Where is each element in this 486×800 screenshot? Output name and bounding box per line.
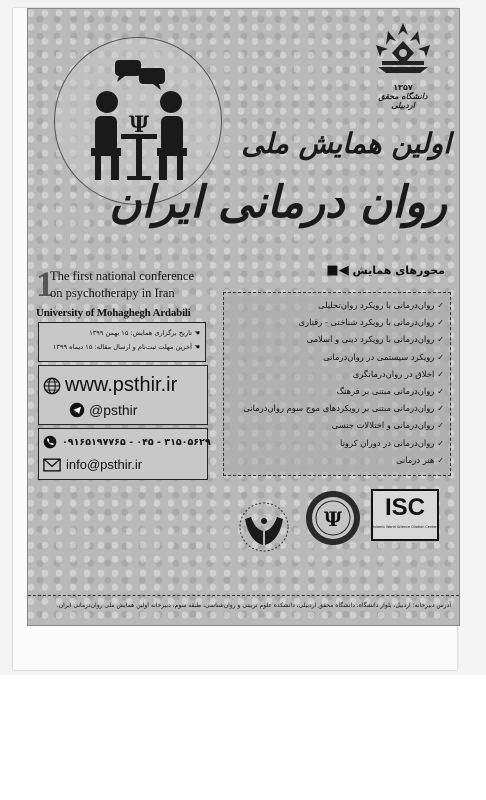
check-icon: ✓: [437, 455, 444, 465]
address-bar: [28, 595, 459, 617]
list-item: ✓روان‌درمانی در دوران کرونا: [340, 437, 444, 448]
isc-logo: [371, 489, 439, 541]
list-item: ✓روان‌درمانی با رویکرد روان‌تحلیلی: [317, 300, 444, 310]
topics-heading: [326, 263, 445, 278]
university-seal: [368, 21, 438, 110]
university-logo-icon: [368, 21, 438, 81]
website-link[interactable]: www.psthir.ir: [65, 374, 178, 396]
svg-text:Ψ: Ψ: [323, 507, 343, 531]
check-icon: ✓: [437, 318, 444, 328]
edition-number: 1: [36, 264, 54, 304]
check-icon: ✓: [437, 438, 444, 448]
conference-date: ☚ تاریخ برگزاری همایش: ۱۵ بهمن ۱۳۹۹: [89, 329, 200, 337]
list-item: ✓هنر درمانی: [395, 454, 444, 465]
check-icon: ✓: [437, 404, 444, 414]
isc-subtitle: Islamic World Science Citation Center: [373, 525, 437, 529]
email-row: [43, 457, 142, 472]
svg-text:Ψ: Ψ: [128, 112, 150, 138]
list-item: ✓روان‌درمانی مبتنی بر فرهنگ: [336, 386, 444, 397]
phone-icon: [43, 435, 57, 449]
telegram-icon: [69, 402, 85, 418]
dates-box: [38, 322, 206, 362]
title-line-2: روان درمانی ایران: [109, 177, 447, 228]
english-university-name: University of Mohaghegh Ardabili: [36, 307, 191, 319]
list-item: ✓روان‌درمانی با رویکرد دینی و اسلامی: [306, 334, 444, 345]
topics-list: [224, 297, 444, 469]
title-line-1: اولین همایش ملی: [241, 127, 451, 160]
list-item: ✓روان‌درمانی و اختلالات جنسی: [331, 420, 444, 431]
phone-row: [43, 435, 211, 449]
list-item: ✓رویکرد سیستمی در روان‌درمانی: [323, 351, 444, 362]
check-icon: ✓: [437, 301, 444, 310]
telegram-handle[interactable]: @psthir: [89, 402, 138, 418]
association-seal-icon: [304, 489, 362, 547]
check-icon: ✓: [437, 335, 444, 345]
check-icon: ✓: [437, 421, 444, 431]
seal-year: ۱۳۵۷: [393, 83, 413, 92]
check-icon: ✓: [437, 352, 444, 362]
english-title-line-1: The first national conference: [50, 269, 195, 283]
check-icon: ✓: [437, 369, 444, 379]
submission-deadline: ☚ آخرین مهلت ثبت‌نام و ارسال مقاله: ۱۵ دیماه ۱۳۹۹: [52, 343, 200, 351]
english-title-line-2: on psychotherapy in Iran: [50, 286, 175, 300]
telegram-row: [69, 402, 137, 418]
website-row: [43, 374, 177, 397]
topics-heading-text: محورهای همایش: [352, 264, 445, 277]
web-box: [38, 365, 208, 425]
address-text: آدرس دبیرخانه: اردبیل، بلوار دانشگاه، دانشگاه محقق اردبیلی، دانشکده علوم تربیتی و روان‌شناسی، طبقه سوم، دبیرخانه اولین همایش ملی روان‌درمانی ایران.: [56, 602, 451, 609]
bullet-icon: ☚: [191, 329, 200, 337]
contact-box: [38, 428, 211, 480]
email-link[interactable]: info@psthir.ir: [66, 457, 143, 472]
globe-icon: [43, 377, 61, 395]
association-seal: [304, 489, 362, 547]
check-icon: ✓: [437, 387, 444, 397]
seal-university-name: دانشگاه محقق اردبیلی: [378, 92, 428, 110]
list-item: ✓اخلاق در روان‌درمانگری: [352, 368, 444, 379]
topics-box: [223, 292, 451, 476]
isc-label: ISC: [384, 494, 425, 521]
bullet-icon: ☚: [191, 343, 200, 351]
poster: [27, 8, 460, 626]
list-item: ✓روان‌درمانی مبتنی بر رویکردهای موج سوم روان‌درمانی: [243, 403, 444, 414]
hands-logo-icon: [235, 501, 293, 553]
phone-numbers[interactable]: ۰۹۱۶۵۱۹۷۷۶۵ - ۰۴۵ - ۳۱۵۰۵۶۲۹: [62, 436, 211, 448]
arrow-left-icon: ◀■: [326, 263, 349, 278]
list-item: ✓روان‌درمانی با رویکرد شناختی - رفتاری: [298, 317, 444, 328]
society-logo: [235, 501, 293, 553]
english-title: [36, 264, 226, 319]
envelope-icon: [43, 458, 61, 472]
